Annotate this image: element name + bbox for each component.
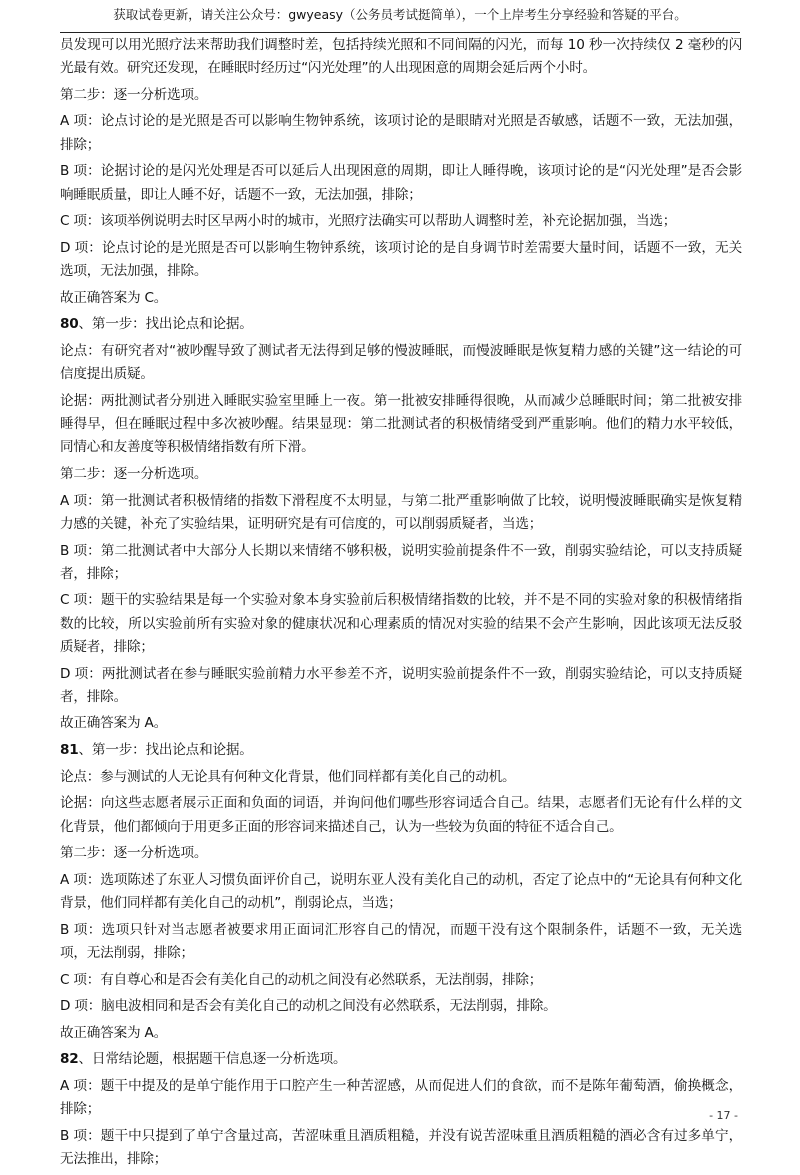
paragraph-text: C 项：题干的实验结果是每一个实验对象本身实验前后积极情绪指数的比较，并不是不同的实验对象的积极情绪指数的比较，所以实验前所有实验对象的健康状况和心理素质的情况对实验的结果不会产生影响，因此该项无法反驳质疑者，排除； — [60, 592, 742, 655]
question-number: 81 — [60, 742, 79, 759]
paragraph — [60, 340, 742, 387]
question-heading — [60, 1048, 742, 1071]
paragraph — [60, 490, 742, 537]
paragraph — [60, 160, 742, 207]
paragraph-text: B 项：论据讨论的是闪光处理是否可以延后人出现困意的周期，即让人睡得晚，该项讨论的是“闪光处理”是否会影响睡眠质量，即让人睡不好，话题不一致，无法加强，排除； — [60, 163, 742, 203]
paragraph-text: B 项：第二批测试者中大部分人长期以来情绪不够积极，说明实验前提条件不一致，削弱实验结论，可以支持质疑者，排除； — [60, 542, 742, 582]
paragraph-text: 、第一步：找出论点和论据。 — [78, 742, 253, 759]
paragraph — [60, 792, 742, 839]
paragraph — [60, 540, 742, 587]
paragraph-text: B 项：题干中只提到了单宁含量过高，苦涩味重且酒质粗糙，并没有说苦涩味重且酒质粗糙的酒必含有过多单宁，无法推出，排除； — [60, 1127, 742, 1168]
paragraph — [60, 390, 742, 460]
paragraph — [60, 712, 742, 735]
paragraph-text: A 项：第一批测试者积极情绪的指数下滑程度不太明显，与第二批严重影响做了比较，说明慢波睡眠确实是恢复精力感的关键，补充了实验结果，证明研究是有可信度的，可以削弱质疑者，当选； — [60, 492, 742, 532]
paragraph — [60, 34, 742, 81]
paragraph-text: A 项：论点讨论的是光照是否可以影响生物钟系统，该项讨论的是眼睛对光照是否敏感，话题不一致，无法加强，排除； — [60, 113, 742, 153]
paragraph-text: 论据：向这些志愿者展示正面和负面的词语，并询问他们哪些形容词适合自己。结果，志愿者们无论有什么样的文化背景，他们都倾向于用更多正面的形容词来描述自己，认为一些较为负面的特征不适合自己。 — [60, 795, 742, 835]
paragraph-text: 论据：两批测试者分别进入睡眠实验室里睡上一夜。第一批被安排睡得很晚，从而减少总睡眠时间；第二批被安排睡得早，但在睡眠过程中多次被吵醒。结果显现：第二批测试者的积极情绪受到严重影响。他们的精力水平较低，同情心和友善度等积极情绪指数有所下滑。 — [60, 392, 742, 456]
question-heading — [60, 739, 742, 762]
paragraph-text: A 项：选项陈述了东亚人习惯负面评价自己，说明东亚人没有美化自己的动机，否定了论点中的“无论具有何种文化背景，他们同样都有美化自己的动机”，削弱论点，当选； — [60, 871, 742, 912]
paragraph-text: D 项：两批测试者在参与睡眠实验前精力水平参差不齐，说明实验前提条件不一致，削弱实验结论，可以支持质疑者，排除。 — [60, 665, 742, 705]
question-number: 80 — [60, 316, 79, 333]
paragraph-text: B 项：选项只针对当志愿者被要求用正面词汇形容自己的情况，而题干没有这个限制条件，话题不一致，无关选项，无法削弱，排除； — [60, 921, 742, 961]
paragraph — [60, 995, 742, 1018]
paragraph-text: C 项：有自尊心和是否会有美化自己的动机之间没有必然联系，无法削弱，排除； — [60, 971, 543, 988]
paragraph-text: 论点：参与测试的人无论具有何种文化背景，他们同样都有美化自己的动机。 — [60, 768, 516, 785]
question-heading — [60, 313, 742, 336]
paragraph — [60, 287, 742, 310]
page-header: 获取试卷更新，请关注公众号：gwyeasy（公务员考试挺简单），一个上岸考生分享经验和答疑的平台。 — [113, 7, 687, 22]
paragraph-text: 故正确答案为 C。 — [60, 289, 168, 306]
paragraph-text: C 项：该项举例说明去时区早两小时的城市，光照疗法确实可以帮助人调整时差，补充论据加强，当选； — [60, 213, 677, 230]
paragraph — [60, 766, 742, 789]
paragraph — [60, 1075, 742, 1122]
paragraph-text: 、日常结论题，根据题干信息逐一分析选项。 — [78, 1051, 347, 1068]
paragraph — [60, 663, 742, 710]
paragraph — [60, 110, 742, 157]
page-number: - 17 - — [709, 1109, 738, 1122]
document-body — [60, 34, 742, 1175]
paragraph-text: 故正确答案为 A。 — [60, 715, 167, 732]
paragraph-text: 论点：有研究者对“被吵醒导致了测试者无法得到足够的慢波睡眠，而慢波睡眠是恢复精力感的关键”这一结论的可信度提出质疑。 — [60, 342, 742, 383]
paragraph — [60, 84, 742, 107]
paragraph — [60, 210, 742, 233]
paragraph-text: A 项：题干中提及的是单宁能作用于口腔产生一种苦涩感，从而促进人们的食欲，而不是陈年葡萄酒，偷换概念，排除； — [60, 1077, 742, 1118]
paragraph — [60, 1022, 742, 1045]
paragraph-text: 第二步：逐一分析选项。 — [60, 86, 208, 103]
question-number: 82 — [60, 1051, 79, 1068]
paragraph-text: 、第一步：找出论点和论据。 — [78, 316, 253, 333]
paragraph — [60, 589, 742, 659]
paragraph-text: 第二步：逐一分析选项。 — [60, 466, 208, 483]
header-divider — [60, 32, 740, 33]
paragraph — [60, 842, 742, 865]
paragraph — [60, 237, 742, 284]
paragraph-text: D 项：论点讨论的是光照是否可以影响生物钟系统，该项讨论的是自身调节时差需要大量时间，话题不一致，无关选项，无法加强，排除。 — [60, 239, 742, 280]
paragraph-text: 第二步：逐一分析选项。 — [60, 845, 208, 862]
paragraph — [60, 463, 742, 486]
paragraph — [60, 869, 742, 916]
paragraph-text: 员发现可以用光照疗法来帮助我们调整时差，包括持续光照和不同间隔的闪光，而每 10 秒一次持续仅 2 毫秒的闪光最有效。研究还发现，在睡眠时经历过“闪光处理”的人出现困意的周期会延后两个小时。 — [60, 37, 742, 77]
paragraph-text: 故正确答案为 A。 — [60, 1024, 167, 1041]
paragraph-text: D 项：脑电波相同和是否会有美化自己的动机之间没有必然联系，无法削弱，排除。 — [60, 998, 557, 1015]
paragraph — [60, 969, 742, 992]
paragraph — [60, 919, 742, 966]
